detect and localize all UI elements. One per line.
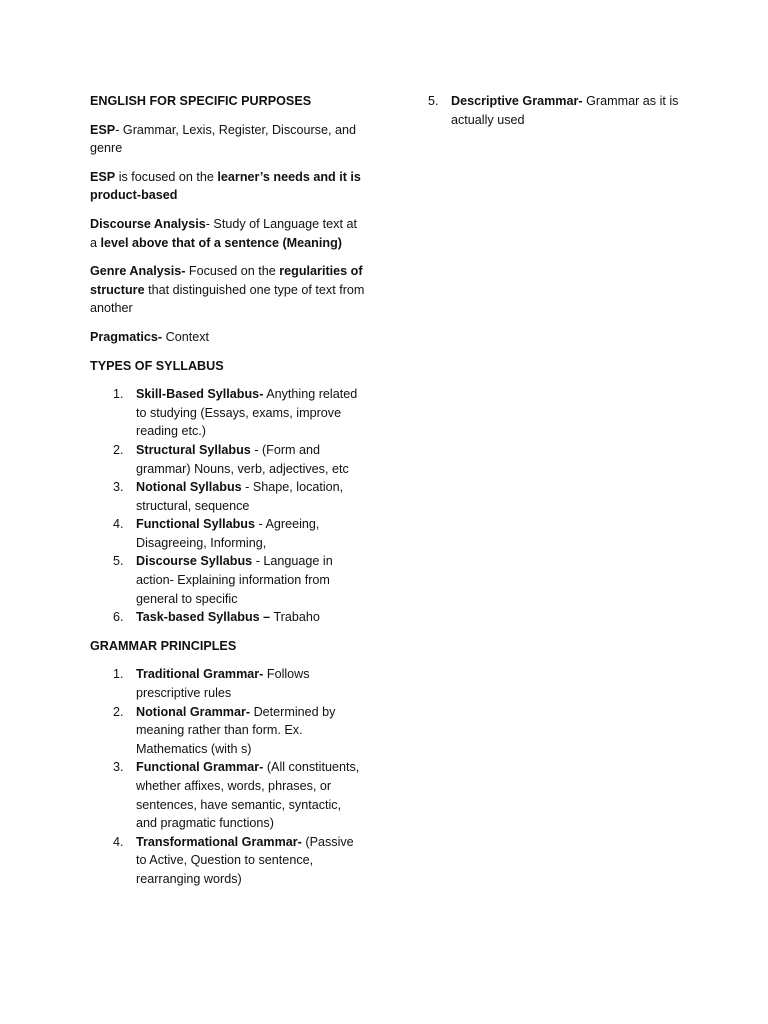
grammar-list-continued — [428, 92, 688, 129]
syllabus-list — [90, 385, 365, 627]
list-item: 4. Functional Syllabus - Agreeing, Disagreeing, Informing, — [113, 517, 320, 550]
list-item: 5. Discourse Syllabus - Language in action- Explaining information from general to specific — [113, 554, 333, 606]
left-column — [90, 92, 365, 899]
list-item: 1. Skill-Based Syllabus- Anything related to studying (Essays, exams, improve reading etc.) — [113, 387, 358, 439]
right-column — [428, 92, 688, 139]
paragraph-pragmatics: Pragmatics- Context — [90, 329, 210, 344]
heading-types-of-syllabus: TYPES OF SYLLABUS — [90, 358, 224, 373]
list-item: 3. Functional Grammar- (All constituents, whether affixes, words, phrases, or sentences, have semantic, syntactic, and pragmatic functions) — [113, 760, 360, 831]
list-item: 3. Notional Syllabus - Shape, location, structural, sequence — [113, 480, 344, 513]
grammar-list — [90, 665, 365, 888]
list-item: 1. Traditional Grammar- Follows prescriptive rules — [113, 667, 310, 701]
heading-esp: ENGLISH FOR SPECIFIC PURPOSES — [90, 94, 312, 108]
list-item: 4. Transformational Grammar- (Passive to Active, Question to sentence, rearranging words) — [113, 834, 354, 886]
paragraph-esp-definition: ESP- Grammar, Lexis, Register, Discourse, and genre — [90, 122, 356, 156]
paragraph-genre-analysis: Genre Analysis- Focused on the regularities of structure that distinguished one type of text from another — [90, 264, 365, 316]
list-item: 2. Structural Syllabus - (Form and grammar) Nouns, verb, adjectives, etc — [113, 442, 349, 476]
list-item: 6. Task-based Syllabus – Trabaho — [113, 610, 320, 625]
paragraph-esp-focus: ESP is focused on the learner’s needs and it is product-based — [90, 169, 361, 203]
paragraph-discourse-analysis: Discourse Analysis- Study of Language text at a level above that of a sentence (Meaning) — [90, 216, 357, 250]
list-item: 5. Descriptive Grammar- Grammar as it is actually used — [428, 94, 679, 127]
heading-grammar-principles: GRAMMAR PRINCIPLES — [90, 638, 237, 653]
list-item: 2. Notional Grammar- Determined by meaning rather than form. Ex. Mathematics (with s) — [113, 704, 336, 756]
